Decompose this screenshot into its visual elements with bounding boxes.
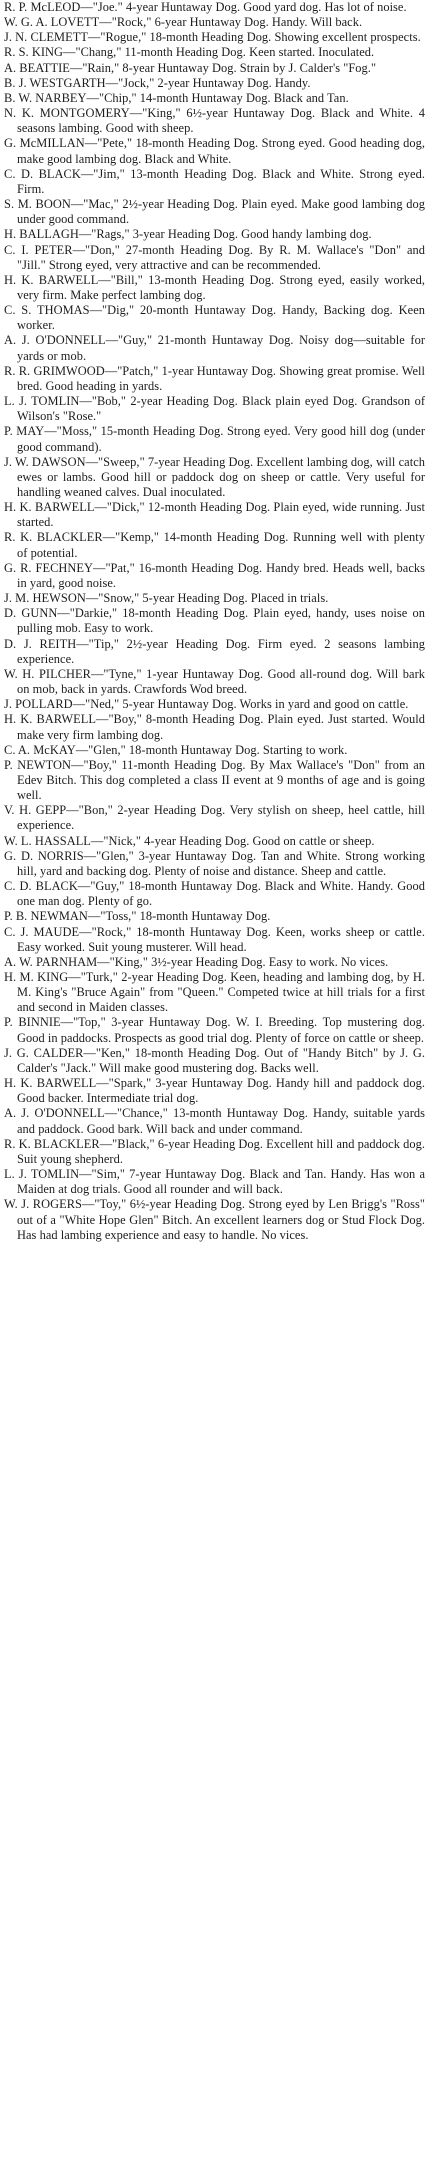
dog-listing-entry: J. W. DAWSON—"Sweep," 7-year Heading Dog. Excellent lambing dog, will catch ewes or lambs. Good hill or paddock dog on sheep or cattle. Very useful for handling weaned calves. Dual inoculated. xyxy=(4,454,425,499)
dog-listing-entry: H. K. BARWELL—"Dick," 12-month Heading Dog. Plain eyed, wide running. Just started. xyxy=(4,500,425,530)
dog-listing-entry: G. McMILLAN—"Pete," 18-month Heading Dog. Strong eyed. Good heading dog, make good lambing dog. Black and White. xyxy=(4,136,425,166)
dog-listing-entry: J. G. CALDER—"Ken," 18-month Heading Dog. Out of "Handy Bitch" by J. G. Calder's "Jack." Will make good mustering dog. Backs well. xyxy=(4,1045,425,1075)
dog-listing-entry: G. D. NORRIS—"Glen," 3-year Huntaway Dog. Tan and White. Strong working hill, yard and backing dog. Plenty of noise and distance. Sheep and cattle. xyxy=(4,848,425,878)
dog-listing-entry: V. H. GEPP—"Bon," 2-year Heading Dog. Very stylish on sheep, heel cattle, hill experience. xyxy=(4,803,425,833)
dog-listing-entry: P. NEWTON—"Boy," 11-month Heading Dog. By Max Wallace's "Don" from an Edev Bitch. This dog completed a class II event at 9 months of age and is going well. xyxy=(4,757,425,803)
dog-listing-entry: G. R. FECHNEY—"Pat," 16-month Heading Dog. Handy bred. Heads well, backs in yard, good noise. xyxy=(4,560,425,590)
dog-listing-entry: C. D. BLACK—"Jim," 13-month Heading Dog. Black and White. Strong eyed. Firm. xyxy=(4,166,425,196)
dog-listing-entry: W. L. HASSALL—"Nick," 4-year Heading Dog. Good on cattle or sheep. xyxy=(4,833,375,848)
dog-listing-entry: S. M. BOON—"Mac," 2½-year Heading Dog. Plain eyed. Make good lambing dog under good command. xyxy=(4,197,425,227)
dog-listing-entry: L. J. TOMLIN—"Bob," 2-year Heading Dog. Black plain eyed Dog. Grandson of Wilson's "Rose." xyxy=(4,394,425,424)
dog-listing-entry: W. H. PILCHER—"Tyne," 1-year Huntaway Dog. Good all-round dog. Will bark on mob, back in yards. Crawfords Wod breed. xyxy=(4,666,425,697)
dog-listing-entry: H. M. KING—"Turk," 2-year Heading Dog. Keen, heading and lambing dog, by H. M. King's "Bruce Again" from "Queen." Competed twice at hill trials for a first and second in Maiden classes. xyxy=(4,970,425,1015)
dog-listing-entry: D. J. REITH—"Tip," 2½-year Heading Dog. Firm eyed. 2 seasons lambing experience. xyxy=(4,636,425,666)
dog-listing-entry: C. D. BLACK—"Guy," 18-month Huntaway Dog. Black and White. Handy. Good one man dog. Plenty of go. xyxy=(4,879,425,909)
dog-listing-entry: A. J. O'DONNELL—"Guy," 21-month Huntaway Dog. Noisy dog—suitable for yards or mob. xyxy=(4,333,425,363)
dog-listing-entry: H. K. BARWELL—"Boy," 8-month Heading Dog. Plain eyed. Just started. Would make very firm lambing dog. xyxy=(4,712,425,742)
dog-listing-entry: A. J. O'DONNELL—"Chance," 13-month Huntaway Dog. Handy, suitable yards and paddock. Good bark. Will back and under command. xyxy=(4,1106,425,1136)
dog-listing-entry: R. S. KING—"Chang," 11-month Heading Dog. Keen started. Inoculated. xyxy=(4,45,375,60)
dog-listing-entry: N. K. MONTGOMERY—"King," 6½-year Huntaway Dog. Black and White. 4 seasons lambing. Good with sheep. xyxy=(4,106,425,136)
dog-listing-entry: B. W. NARBEY—"Chip," 14-month Huntaway Dog. Black and Tan. xyxy=(4,90,349,105)
dog-listing-entry: B. J. WESTGARTH—"Jock," 2-year Huntaway Dog. Handy. xyxy=(4,75,311,90)
dog-listing-entry: P. BINNIE—"Top," 3-year Huntaway Dog. W. I. Breeding. Top mustering dog. Good in paddocks. Prospects as good trial dog. Plenty of force on cattle or sheep. xyxy=(4,1015,425,1045)
dog-listing-entry: R. K. BLACKLER—"Black," 6-year Heading Dog. Excellent hill and paddock dog. Suit young shepherd. xyxy=(4,1136,425,1166)
dog-listing-entry: C. A. McKAY—"Glen," 18-month Huntaway Dog. Starting to work. xyxy=(4,742,348,757)
dog-listing-entry: J. M. HEWSON—"Snow," 5-year Heading Dog. Placed in trials. xyxy=(4,591,329,606)
dog-listing-entry: J. N. CLEMETT—"Rogue," 18-month Heading Dog. Showing excellent prospects. xyxy=(4,30,421,45)
dog-listing-entry: R. K. BLACKLER—"Kemp," 14-month Heading Dog. Running well with plenty of potential. xyxy=(4,530,425,560)
dog-listing-entry: D. GUNN—"Darkie," 18-month Heading Dog. Plain eyed, handy, uses noise on pulling mob. Easy to work. xyxy=(4,606,425,636)
dog-listing-entry: A. BEATTIE—"Rain," 8-year Huntaway Dog. Strain by J. Calder's "Fog." xyxy=(4,60,377,75)
dog-listing-entry: P. MAY—"Moss," 15-month Heading Dog. Strong eyed. Very good hill dog (under good command). xyxy=(4,424,425,454)
dog-listing-entry: W. G. A. LOVETT—"Rock," 6-year Huntaway Dog. Handy. Will back. xyxy=(4,15,363,30)
dog-listing-entry: H. BALLAGH—"Rags," 3-year Heading Dog. Good handy lambing dog. xyxy=(4,227,372,242)
dog-listing-entry: P. B. NEWMAN—"Toss," 18-month Huntaway Dog. xyxy=(4,909,271,924)
dog-listing-entry: J. POLLARD—"Ned," 5-year Huntaway Dog. Works in yard and good on cattle. xyxy=(4,697,409,712)
dog-listing-entry: C. J. MAUDE—"Rock," 18-month Huntaway Dog. Keen, works sheep or cattle. Easy worked. Suit young musterer. Will head. xyxy=(4,924,425,954)
dog-listing-entry: R. P. McLEOD—"Joe." 4-year Huntaway Dog. Good yard dog. Has lot of noise. xyxy=(4,0,407,14)
dog-listing-entry: W. J. ROGERS—"Toy," 6½-year Heading Dog. Strong eyed by Len Brigg's "Ross" out of a "White Hope Glen" Bitch. An excellent learners dog or Stud Flock Dog. Has had lambing experience and easy to handle. No vices. xyxy=(4,1197,425,1242)
dog-listing-entry: L. J. TOMLIN—"Sim," 7-year Huntaway Dog. Black and Tan. Handy. Has won a Maiden at dog trials. Good all rounder and will back. xyxy=(4,1167,425,1197)
dog-listing-entry: C. I. PETER—"Don," 27-month Heading Dog. By R. M. Wallace's "Don" and "Jill." Strong eyed, very attractive and can be recommended. xyxy=(4,242,425,272)
dog-listing-entry: H. K. BARWELL—"Spark," 3-year Huntaway Dog. Handy hill and paddock dog. Good backer. Intermediate trial dog. xyxy=(4,1076,425,1106)
dog-listing-entry: H. K. BARWELL—"Bill," 13-month Heading Dog. Strong eyed, easily worked, very firm. Make perfect lambing dog. xyxy=(4,272,425,302)
dog-listing-entry: A. W. PARNHAM—"King," 3½-year Heading Dog. Easy to work. No vices. xyxy=(4,954,389,969)
dog-listing-entry: R. R. GRIMWOOD—"Patch," 1-year Huntaway Dog. Showing great promise. Well bred. Good heading in yards. xyxy=(4,363,425,393)
dog-listing-entry: C. S. THOMAS—"Dig," 20-month Huntaway Dog. Handy, Backing dog. Keen worker. xyxy=(4,303,425,333)
